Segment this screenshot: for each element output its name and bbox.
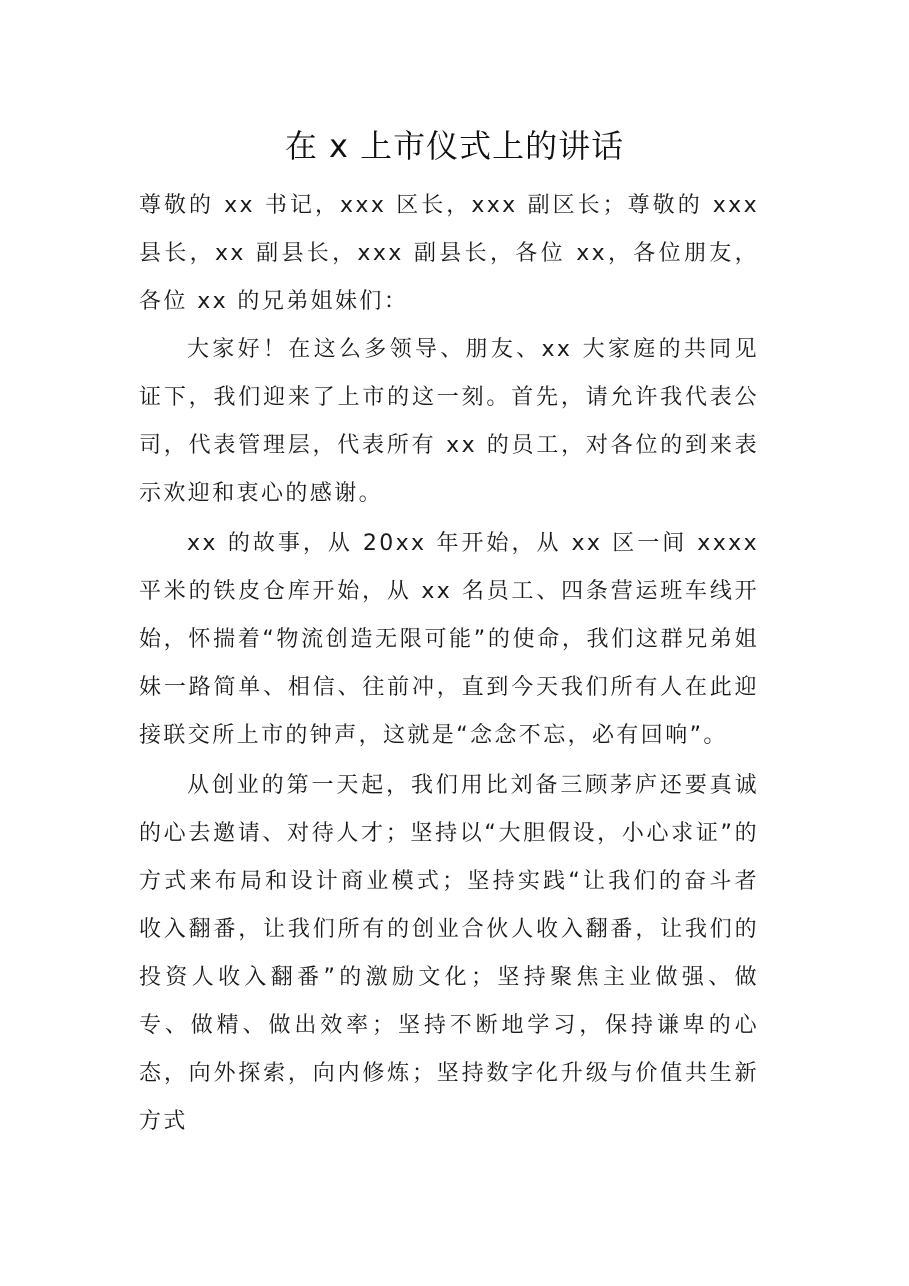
document-body — [139, 182, 759, 1146]
story-paragraph: xx 的故事，从 20xx 年开始，从 xx 区一间 xxxx 平米的铁皮仓库开始，从 xx 名员工、四条营运班车线开始，怀揣着“物流创造无限可能”的使命，我们这群兄弟姐妹一路简单、相信、往前冲，直到今天我们所有人在此迎接联交所上市的钟声，这就是“念念不忘，必有回响”。 — [139, 531, 759, 748]
document-title: 在 x 上市仪式上的讲话 — [284, 127, 625, 165]
greeting-paragraph: 大家好！在这么多领导、朋友、xx 大家庭的共同见证下，我们迎来了上市的这一刻。首先，请允许我代表公司，代表管理层，代表所有 xx 的员工，对各位的到来表示欢迎和衷心的感谢。 — [139, 337, 759, 506]
principles-paragraph: 从创业的第一天起，我们用比刘备三顾茅庐还要真诚的心去邀请、对待人才；坚持以“大胆假设，小心求证”的方式来布局和设计商业模式；坚持实践“让我们的奋斗者收入翻番，让我们所有的创业合伙人收入翻番，让我们的投资人收入翻番”的激励文化；坚持聚焦主业做强、做专、做精、做出效率；坚持不断地学习，保持谦卑的心态，向外探索，向内修炼；坚持数字化升级与价值共生新方式 — [139, 773, 759, 1134]
salutation-paragraph: 尊敬的 xx 书记，xxx 区长，xxx 副区长；尊敬的 xxx 县长，xx 副县长，xxx 副县长，各位 xx，各位朋友，各位 xx 的兄弟姐妹们： — [139, 193, 759, 314]
